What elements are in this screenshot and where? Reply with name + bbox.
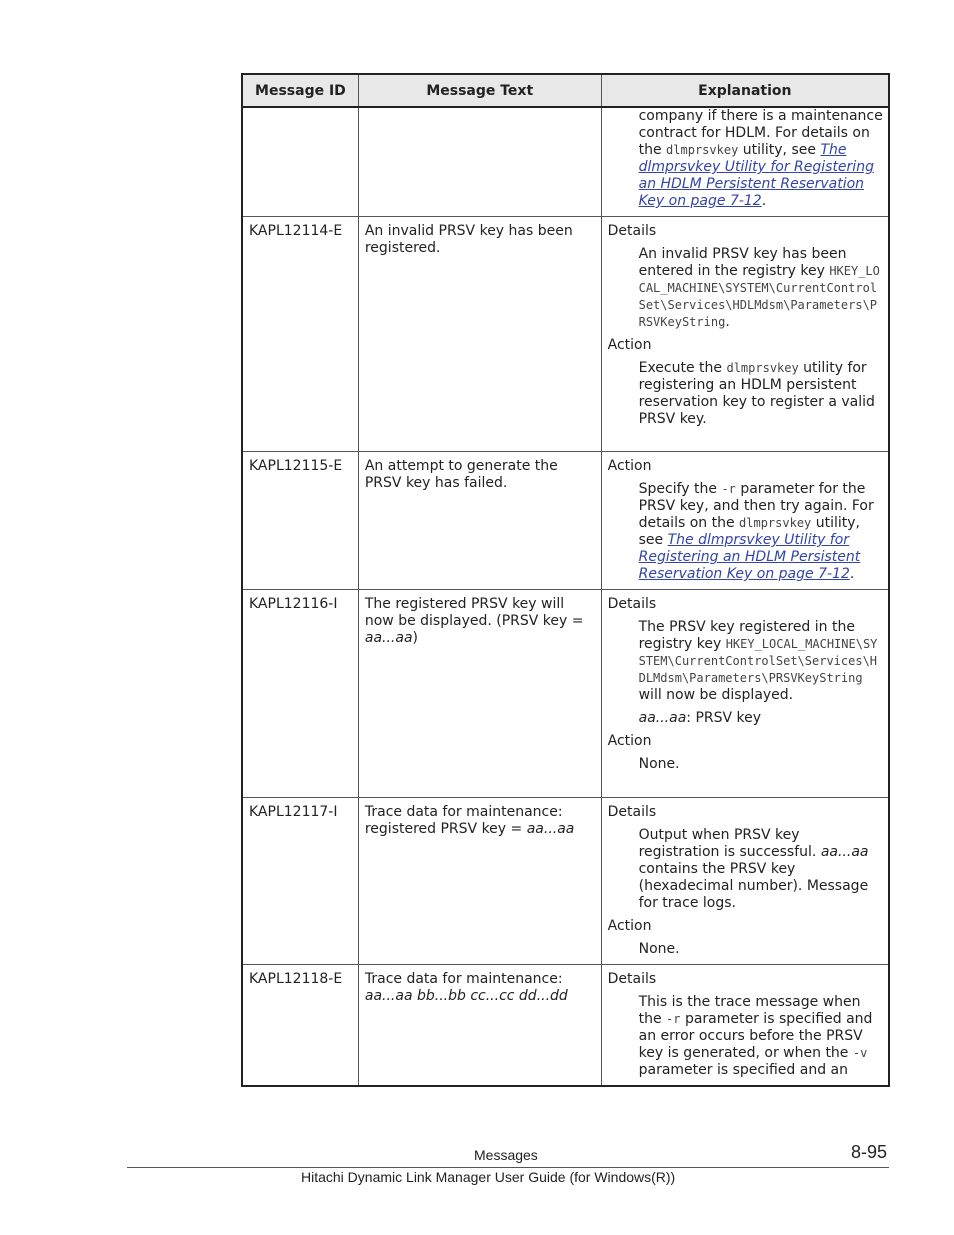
action-text: Execute the dlmprsvkey utility for registering an HDLM persistent reservation key to register a valid PRSV key. <box>638 360 875 427</box>
explanation-cell <box>601 107 889 217</box>
details-heading: Details <box>607 596 657 612</box>
message-id-cell: KAPL12116-I <box>242 590 358 798</box>
explanation-text: company if there is a maintenance contract for HDLM. For details on the dlmprsvkey utility, see The dlmprsvkey Utility for Registering an HDLM Persistent Reservation Key on page 7-12. <box>638 108 883 209</box>
footer-guide-title: Hitachi Dynamic Link Manager User Guide (for Windows(R)) <box>301 1169 676 1185</box>
message-text-cell: An attempt to generate the PRSV key has failed. <box>358 452 601 590</box>
details-heading: Details <box>607 971 657 987</box>
code-text: -r <box>721 482 736 496</box>
variable-description: aa...aa: PRSV key <box>638 710 762 726</box>
action-heading: Action <box>607 733 652 749</box>
cross-reference-link[interactable]: The dlmprsvkey Utility for Registering an HDLM Persistent Reservation Key on page 7-12 <box>638 142 874 209</box>
page-number: 8-95 <box>851 1142 888 1162</box>
action-heading: Action <box>607 337 652 353</box>
table-row <box>242 798 889 965</box>
table-row <box>242 590 889 798</box>
message-text-cell: Trace data for maintenance: registered PRSV key = aa...aa <box>358 798 601 965</box>
details-text: An invalid PRSV key has been entered in the registry key HKEY_LOCAL_MACHINE\SYSTEM\CurrentControlSet\Services\HDLMdsm\Parameters\PRSVKeyString. <box>638 246 880 330</box>
footer-section-title: Messages <box>474 1147 538 1163</box>
table-row <box>242 217 889 452</box>
details-heading: Details <box>607 804 657 820</box>
code-text: dlmprsvkey <box>666 143 739 157</box>
registry-key-code: HKEY_LOCAL_MACHINE\SYSTEM\CurrentControlSet\Services\HDLMdsm\Parameters\PRSVKeyString <box>638 637 878 685</box>
header-message-id: Message ID <box>242 74 358 107</box>
message-text-cell <box>358 107 601 217</box>
message-text-cell: Trace data for maintenance: aa...aa bb...bb cc...cc dd...dd <box>358 965 601 1087</box>
header-message-text: Message Text <box>358 74 601 107</box>
action-text: None. <box>638 941 680 957</box>
message-id-cell: KAPL12118-E <box>242 965 358 1087</box>
table-header-row <box>242 74 889 107</box>
header-explanation: Explanation <box>601 74 889 107</box>
message-id-cell: KAPL12115-E <box>242 452 358 590</box>
table-row <box>242 965 889 1087</box>
explanation-cell <box>601 217 889 452</box>
message-id-cell: KAPL12117-I <box>242 798 358 965</box>
table-row <box>242 107 889 217</box>
registry-key-code: HKEY_LOCAL_MACHINE\SYSTEM\CurrentControlSet\Services\HDLMdsm\Parameters\PRSVKeyString <box>638 264 880 329</box>
explanation-cell <box>601 965 889 1087</box>
code-text: -v <box>852 1046 868 1060</box>
action-heading: Action <box>607 918 652 934</box>
details-text: Output when PRSV key registration is successful. aa...aa contains the PRSV key (hexadecimal number). Message for trace logs. <box>638 827 869 911</box>
action-text: Specify the -r parameter for the PRSV key, and then try again. For details on the dlmprsvkey utility, see The dlmprsvkey Utility for Registering an HDLM Persistent Reservation Key on page 7-12. <box>638 481 874 582</box>
footer-divider <box>127 1167 889 1168</box>
details-heading: Details <box>607 223 657 239</box>
message-text-cell: An invalid PRSV key has been registered. <box>358 217 601 452</box>
explanation-cell <box>601 452 889 590</box>
code-text: dlmprsvkey <box>726 361 799 375</box>
message-id-cell: KAPL12114-E <box>242 217 358 452</box>
details-text: The PRSV key registered in the registry key HKEY_LOCAL_MACHINE\SYSTEM\CurrentControlSet\Services\HDLMdsm\Parameters\PRSVKeyString will now be displayed. <box>638 619 878 703</box>
cross-reference-link[interactable]: The dlmprsvkey Utility for Registering an HDLM Persistent Reservation Key on page 7-12 <box>638 532 861 582</box>
table-row <box>242 452 889 590</box>
code-text: -r <box>666 1012 681 1026</box>
explanation-cell <box>601 590 889 798</box>
details-text: This is the trace message when the -r parameter is specified and an error occurs before the PRSV key is generated, or when the -v parameter is specified and an <box>638 994 873 1078</box>
action-heading: Action <box>607 458 652 474</box>
explanation-cell <box>601 798 889 965</box>
code-text: dlmprsvkey <box>739 516 812 530</box>
message-id-cell <box>242 107 358 217</box>
action-text: None. <box>638 756 680 772</box>
message-text-cell: The registered PRSV key will now be displayed. (PRSV key = aa...aa) <box>358 590 601 798</box>
message-table <box>241 73 890 1087</box>
